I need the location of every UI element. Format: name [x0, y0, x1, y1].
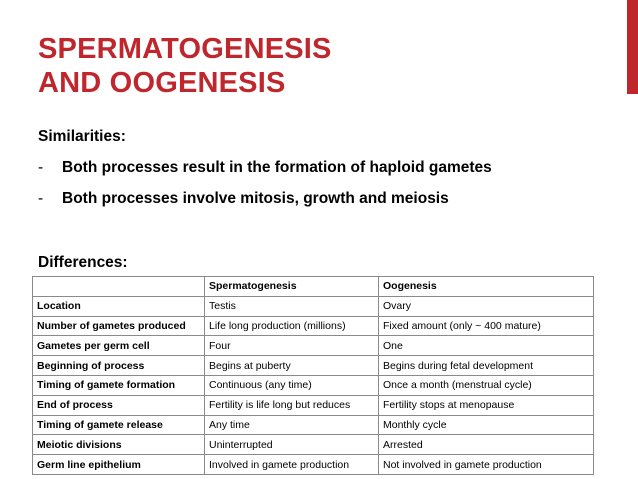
table-cell: Testis — [205, 296, 379, 316]
table-row — [33, 455, 594, 475]
table-cell: Involved in gamete production — [205, 455, 379, 475]
table-cell: Fertility stops at menopause — [379, 395, 594, 415]
bullet-marker: - — [38, 190, 44, 207]
table-cell: Arrested — [379, 435, 594, 455]
table-cell: Ovary — [379, 296, 594, 316]
table-row-label: Timing of gamete formation — [33, 375, 205, 395]
table-cell: Fixed amount (only ~ 400 mature) — [379, 316, 594, 336]
table-row — [33, 296, 594, 316]
slide-title — [38, 32, 332, 100]
table-header-cell: Oogenesis — [379, 277, 594, 297]
table-row-label: Beginning of process — [33, 356, 205, 376]
bullet-marker: - — [38, 159, 44, 176]
table-cell: Any time — [205, 415, 379, 435]
table-cell: One — [379, 336, 594, 356]
table-cell: Begins during fetal development — [379, 356, 594, 376]
table-row-label: Location — [33, 296, 205, 316]
table-row — [33, 415, 594, 435]
table-row-label: Number of gametes produced — [33, 316, 205, 336]
table-row — [33, 395, 594, 415]
table-row — [33, 435, 594, 455]
similarities-heading: Similarities: — [38, 128, 126, 145]
table-cell: Once a month (menstrual cycle) — [379, 375, 594, 395]
table-cell: Continuous (any time) — [205, 375, 379, 395]
similarity-bullet-1 — [38, 159, 492, 177]
table-cell: Not involved in gamete production — [379, 455, 594, 475]
title-line-2: AND OOGENESIS — [38, 67, 286, 99]
table-cell: Fertility is life long but reduces — [205, 395, 379, 415]
differences-heading: Differences: — [38, 254, 128, 271]
table-row-label: Timing of gamete release — [33, 415, 205, 435]
table-row — [33, 356, 594, 376]
similarity-text-2: Both processes involve mitosis, growth and meiosis — [62, 190, 449, 207]
table-cell: Uninterrupted — [205, 435, 379, 455]
similarity-text-1: Both processes result in the formation of haploid gametes — [62, 159, 492, 176]
table-cell: Four — [205, 336, 379, 356]
table-row-label: Germ line epithelium — [33, 455, 205, 475]
table-row — [33, 375, 594, 395]
table-header-row — [33, 277, 594, 297]
table-cell: Begins at puberty — [205, 356, 379, 376]
table-row-label: Gametes per germ cell — [33, 336, 205, 356]
table-row-label: Meiotic divisions — [33, 435, 205, 455]
table-header-cell: Spermatogenesis — [205, 277, 379, 297]
table-row-label: End of process — [33, 395, 205, 415]
table-row — [33, 336, 594, 356]
title-line-1: SPERMATOGENESIS — [38, 33, 332, 65]
table-header-cell — [33, 277, 205, 297]
similarity-bullet-2 — [38, 190, 449, 208]
table-cell: Monthly cycle — [379, 415, 594, 435]
table-cell: Life long production (millions) — [205, 316, 379, 336]
table-row — [33, 316, 594, 336]
accent-bar — [627, 0, 638, 94]
differences-table — [32, 276, 594, 475]
